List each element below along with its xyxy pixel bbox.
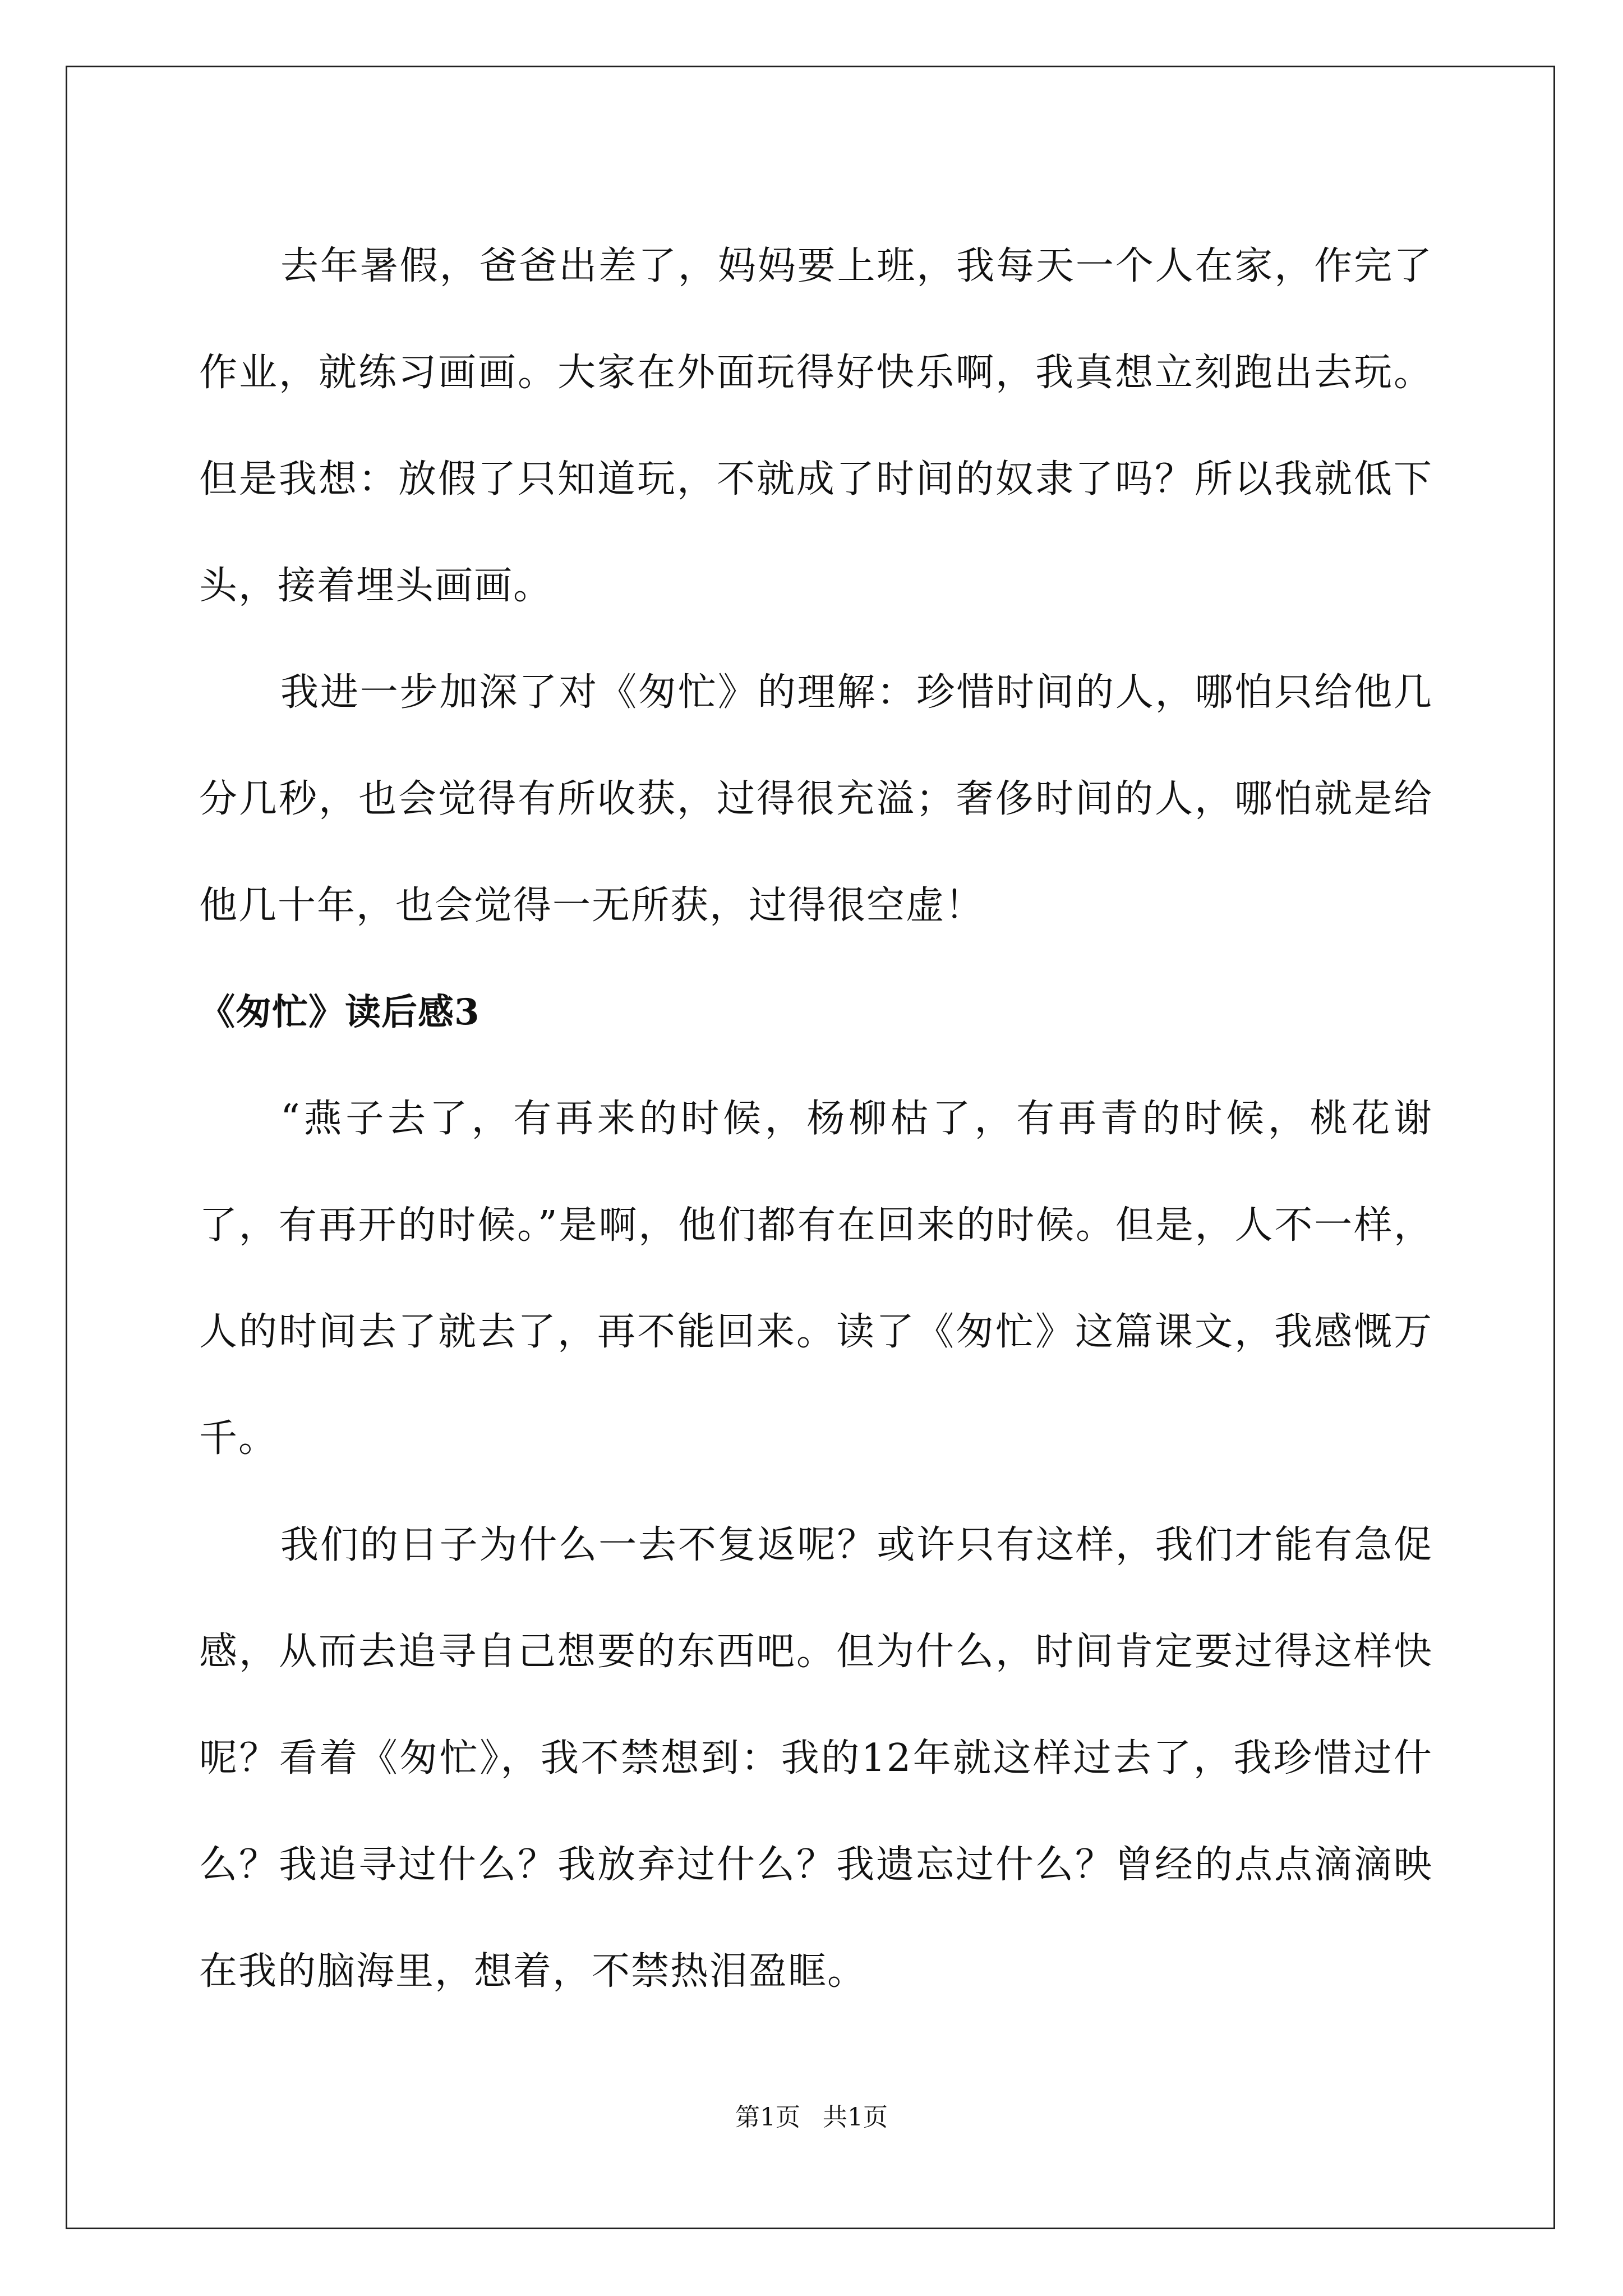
page-footer [0, 2101, 1623, 2134]
paragraph: 我们的日子为什么一去不复返呢？或许只有这样，我们才能有急促感，从而去追寻自己想要的东西吧。但为什么，时间肯定要过得这样快呢？看着《匆忙》，我不禁想到：我的12年就这样过去了，我珍惜过什么？我追寻过什么？我放弃过什么？我遗忘过什么？曾经的点点滴滴映在我的脑海里，想着，不禁热泪盈眶。 [199, 1523, 1433, 1994]
page-total: 共1页 [823, 2103, 888, 2132]
paragraph: “燕子去了，有再来的时候，杨柳枯了，有再青的时候，桃花谢了，有再开的时候。”是啊，他们都有在回来的时候。但是，人不一样，人的时间去了就去了，再不能回来。读了《匆忙》这篇课文，我感慨万千。 [199, 1097, 1433, 1461]
document-body [199, 213, 1433, 2025]
paragraph: 去年暑假，爸爸出差了，妈妈要上班，我每天一个人在家，作完了作业，就练习画画。大家在外面玩得好快乐啊，我真想立刻跑出去玩。但是我想：放假了只知道玩，不就成了时间的奴隶了吗？所以我就低下头，接着埋头画画。 [199, 244, 1433, 608]
page-number: 第1页 [735, 2103, 800, 2132]
paragraph: 我进一步加深了对《匆忙》的理解：珍惜时间的人，哪怕只给他几分几秒，也会觉得有所收获，过得很充溢；奢侈时间的人，哪怕就是给他几十年，也会觉得一无所获，过得很空虚！ [199, 670, 1433, 928]
section-heading: 《匆忙》读后感3 [199, 991, 480, 1033]
